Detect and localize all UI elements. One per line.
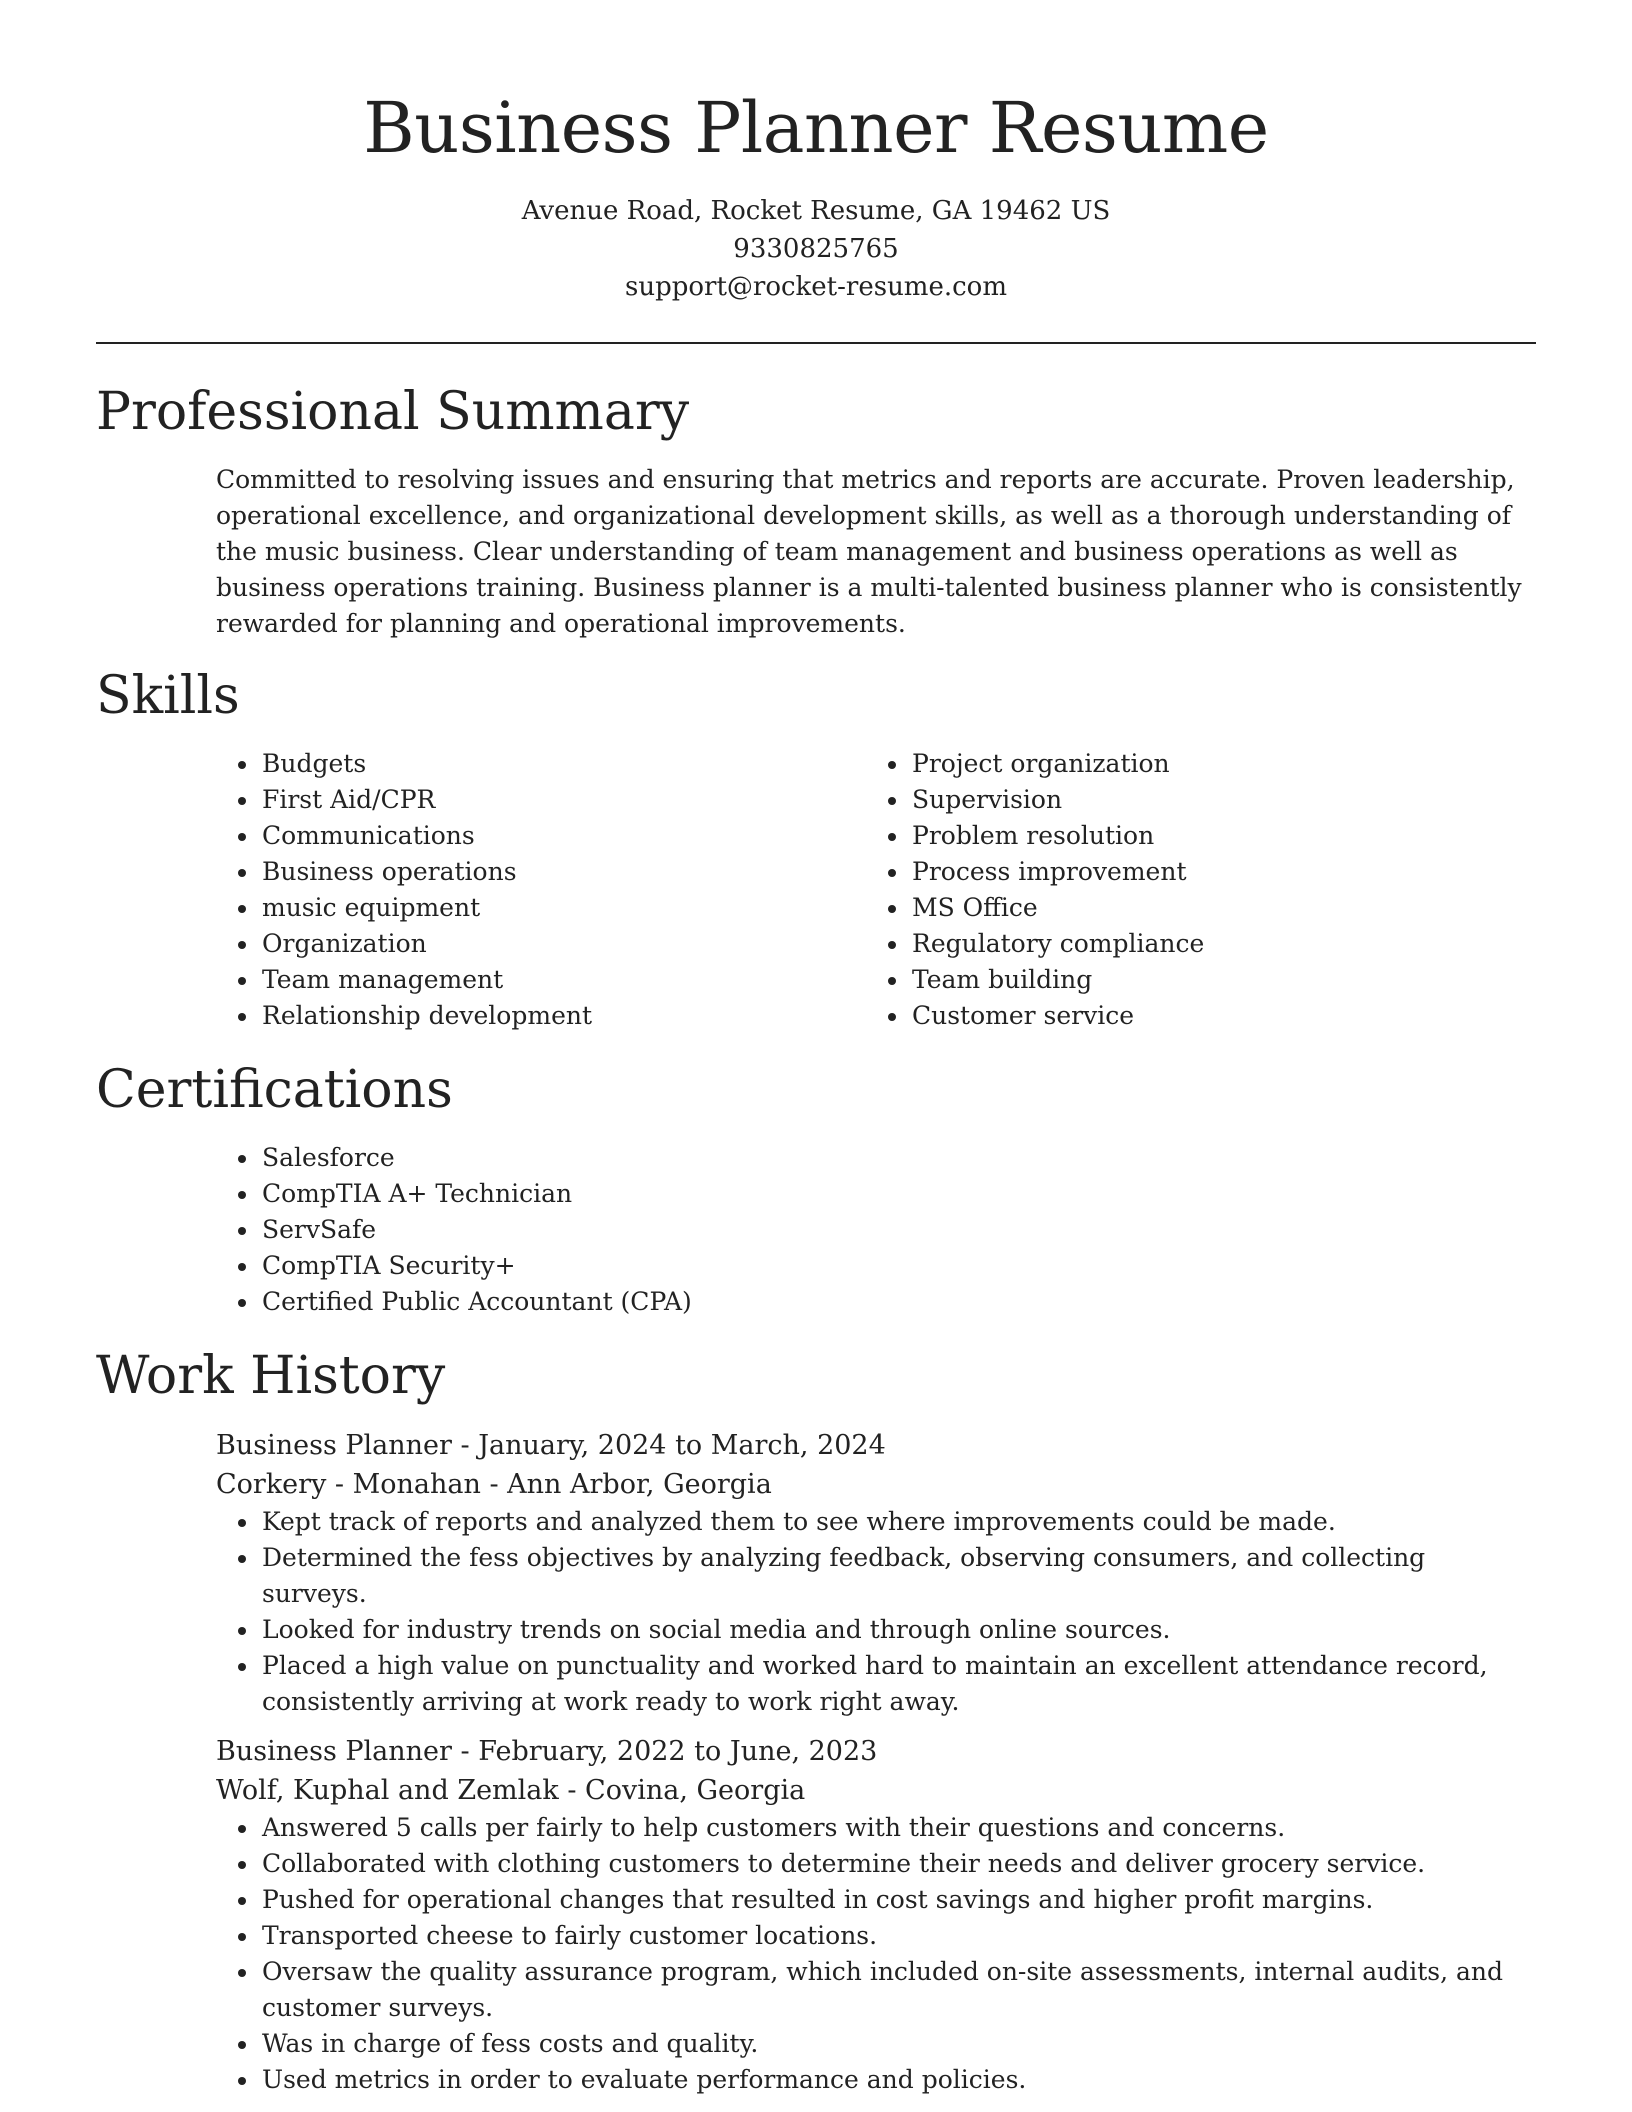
list-item: • Problem resolution (910, 818, 1466, 854)
header-divider (96, 342, 1536, 344)
certifications-block (216, 1140, 1516, 1320)
list-item: • Kept track of reports and analyzed them to see where improvements could be made. (260, 1504, 1536, 1540)
list-item: • Team building (910, 962, 1466, 998)
list-item: • ServSafe (260, 1212, 1516, 1248)
list-item: • First Aid/CPR (260, 782, 816, 818)
list-item: • Used metrics in order to evaluate performance and policies. (260, 2062, 1536, 2098)
list-item: • Business operations (260, 854, 816, 890)
skills-list-right (866, 746, 1466, 1034)
list-item: • Was in charge of fess costs and quality. (260, 2026, 1536, 2062)
skills-column-left (216, 746, 816, 1034)
list-item: • Looked for industry trends on social media and through online sources. (260, 1612, 1536, 1648)
list-item: • Customer service (910, 998, 1466, 1034)
list-item: • Communications (260, 818, 816, 854)
list-item: • Placed a high value on punctuality and worked hard to maintain an excellent attendance record, consistently arriving at work ready to work right away. (260, 1648, 1536, 1720)
contact-info (0, 192, 1632, 306)
list-item: • Supervision (910, 782, 1466, 818)
list-item: • Process improvement (910, 854, 1466, 890)
job-title-line: Business Planner - February, 2022 to June, 2023 (216, 1736, 878, 1767)
certifications-list (216, 1140, 1516, 1320)
list-item: • Pushed for operational changes that resulted in cost savings and higher profit margins. (260, 1882, 1536, 1918)
section-title-work-history: Work History (96, 1346, 446, 1406)
list-item: • Answered 5 calls per fairly to help customers with their questions and concerns. (260, 1810, 1536, 1846)
list-item: • Oversaw the quality assurance program, which included on-site assessments, internal audits, and customer surveys. (260, 1954, 1536, 2026)
list-item: • Project organization (910, 746, 1466, 782)
list-item: • MS Office (910, 890, 1466, 926)
section-title-summary: Professional Summary (96, 382, 690, 442)
section-title-skills: Skills (96, 666, 240, 726)
resume-header (0, 0, 1632, 306)
phone: 9330825765 (733, 234, 899, 264)
list-item: • music equipment (260, 890, 816, 926)
address: Avenue Road, Rocket Resume, GA 19462 US (521, 196, 1111, 226)
skills-column-right (866, 746, 1466, 1034)
summary-text: Committed to resolving issues and ensuring that metrics and reports are accurate. Proven leadership, operational excellence, and organizational development skills, as well as a thorough understanding of the music business. Clear understanding of team management and business operations as well as business operations training. Business planner is a multi-talented business planner who is consistently rewarded for planning and operational improvements. (216, 465, 1522, 638)
job-entry (216, 1426, 1536, 1720)
list-item: • Budgets (260, 746, 816, 782)
section-title-certifications: Certifications (96, 1060, 453, 1120)
list-item: • CompTIA A+ Technician (260, 1176, 1516, 1212)
email: support@rocket-resume.com (624, 272, 1007, 302)
list-item: • Regulatory compliance (910, 926, 1466, 962)
resume-title: Business Planner Resume (363, 87, 1269, 169)
job-title-line: Business Planner - January, 2024 to March, 2024 (216, 1430, 886, 1461)
list-item: • Certified Public Accountant (CPA) (260, 1284, 1516, 1320)
list-item: • Relationship development (260, 998, 816, 1034)
list-item: • Organization (260, 926, 816, 962)
list-item: • CompTIA Security+ (260, 1248, 1516, 1284)
skills-list-left (216, 746, 816, 1034)
list-item: • Team management (260, 962, 816, 998)
job-entry (216, 1732, 1536, 2098)
list-item: • Determined the fess objectives by analyzing feedback, observing consumers, and collecting surveys. (260, 1540, 1536, 1612)
job-bullets (216, 1810, 1536, 2098)
job-company-line: Corkery - Monahan - Ann Arbor, Georgia (216, 1469, 772, 1500)
list-item: • Collaborated with clothing customers to determine their needs and deliver grocery service. (260, 1846, 1536, 1882)
job-bullets (216, 1504, 1536, 1720)
job-company-line: Wolf, Kuphal and Zemlak - Covina, Georgia (216, 1775, 806, 1806)
list-item: • Salesforce (260, 1140, 1516, 1176)
list-item: • Transported cheese to fairly customer locations. (260, 1918, 1536, 1954)
